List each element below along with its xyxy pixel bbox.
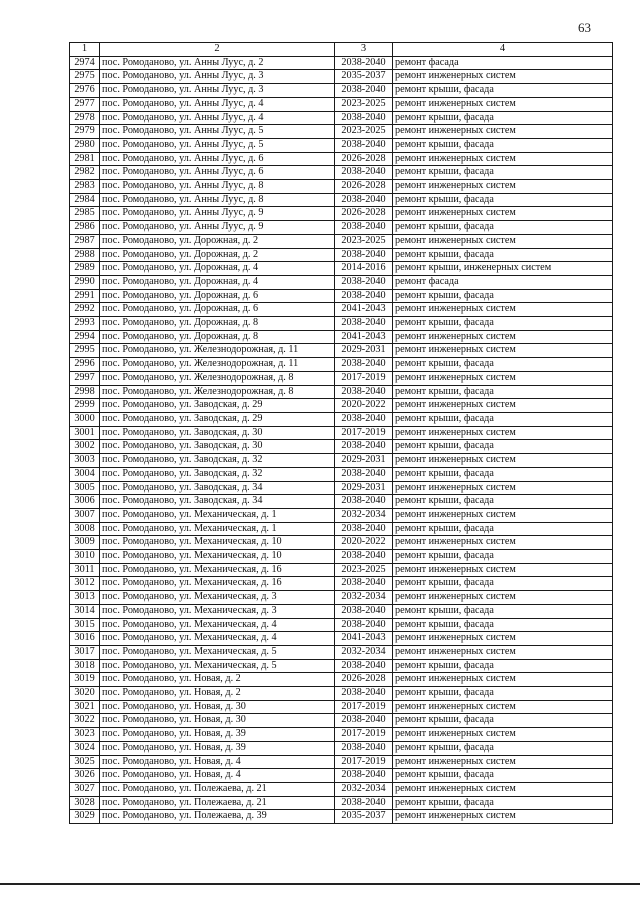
period-cell: 2020-2022 [335, 399, 393, 413]
row-number-cell: 2996 [70, 358, 100, 372]
row-number-cell: 2977 [70, 97, 100, 111]
address-cell: пос. Ромоданово, ул. Дорожная, д. 4 [100, 275, 335, 289]
row-number-cell: 2992 [70, 303, 100, 317]
row-number-cell: 2988 [70, 248, 100, 262]
period-cell: 2023-2025 [335, 125, 393, 139]
repair-schedule-table [69, 42, 613, 824]
table-row [70, 632, 613, 646]
period-cell: 2038-2040 [335, 550, 393, 564]
column-header-number: 1 [70, 43, 100, 57]
row-number-cell: 3002 [70, 440, 100, 454]
work-type-cell: ремонт инженерных систем [393, 207, 613, 221]
table-row [70, 303, 613, 317]
work-type-cell: ремонт инженерных систем [393, 180, 613, 194]
work-type-cell: ремонт фасада [393, 275, 613, 289]
row-number-cell: 2998 [70, 385, 100, 399]
table-row [70, 645, 613, 659]
row-number-cell: 2984 [70, 193, 100, 207]
work-type-cell: ремонт крыши, фасада [393, 111, 613, 125]
period-cell: 2041-2043 [335, 330, 393, 344]
address-cell: пос. Ромоданово, ул. Механическая, д. 10 [100, 536, 335, 550]
work-type-cell: ремонт крыши, фасада [393, 440, 613, 454]
period-cell: 2038-2040 [335, 248, 393, 262]
work-type-cell: ремонт крыши, фасада [393, 166, 613, 180]
row-number-cell: 3012 [70, 577, 100, 591]
row-number-cell: 2985 [70, 207, 100, 221]
period-cell: 2023-2025 [335, 234, 393, 248]
period-cell: 2038-2040 [335, 741, 393, 755]
period-cell: 2038-2040 [335, 604, 393, 618]
work-type-cell: ремонт инженерных систем [393, 426, 613, 440]
work-type-cell: ремонт крыши, фасада [393, 659, 613, 673]
table-row [70, 330, 613, 344]
table-row [70, 591, 613, 605]
table-row [70, 385, 613, 399]
address-cell: пос. Ромоданово, ул. Новая, д. 39 [100, 741, 335, 755]
row-number-cell: 3005 [70, 481, 100, 495]
row-number-cell: 3014 [70, 604, 100, 618]
address-cell: пос. Ромоданово, ул. Дорожная, д. 2 [100, 234, 335, 248]
row-number-cell: 3018 [70, 659, 100, 673]
address-cell: пос. Ромоданово, ул. Новая, д. 2 [100, 687, 335, 701]
row-number-cell: 3021 [70, 700, 100, 714]
row-number-cell: 2982 [70, 166, 100, 180]
table-row [70, 495, 613, 509]
period-cell: 2038-2040 [335, 385, 393, 399]
table-row [70, 454, 613, 468]
row-number-cell: 2995 [70, 344, 100, 358]
table-row [70, 536, 613, 550]
table-row [70, 782, 613, 796]
work-type-cell: ремонт инженерных систем [393, 591, 613, 605]
row-number-cell: 2994 [70, 330, 100, 344]
work-type-cell: ремонт инженерных систем [393, 125, 613, 139]
table-row [70, 111, 613, 125]
period-cell: 2038-2040 [335, 166, 393, 180]
work-type-cell: ремонт инженерных систем [393, 810, 613, 824]
period-cell: 2026-2028 [335, 180, 393, 194]
period-cell: 2029-2031 [335, 454, 393, 468]
period-cell: 2032-2034 [335, 508, 393, 522]
work-type-cell: ремонт крыши, фасада [393, 358, 613, 372]
work-type-cell: ремонт инженерных систем [393, 97, 613, 111]
period-cell: 2038-2040 [335, 714, 393, 728]
address-cell: пос. Ромоданово, ул. Железнодорожная, д. 11 [100, 358, 335, 372]
work-type-cell: ремонт инженерных систем [393, 303, 613, 317]
work-type-cell: ремонт крыши, фасада [393, 741, 613, 755]
row-number-cell: 2990 [70, 275, 100, 289]
address-cell: пос. Ромоданово, ул. Механическая, д. 16 [100, 563, 335, 577]
address-cell: пос. Ромоданово, ул. Анны Луус, д. 3 [100, 70, 335, 84]
address-cell: пос. Ромоданово, ул. Заводская, д. 34 [100, 495, 335, 509]
table-row [70, 563, 613, 577]
work-type-cell: ремонт крыши, фасада [393, 604, 613, 618]
address-cell: пос. Ромоданово, ул. Полежаева, д. 21 [100, 782, 335, 796]
row-number-cell: 2999 [70, 399, 100, 413]
work-type-cell: ремонт крыши, фасада [393, 289, 613, 303]
work-type-cell: ремонт крыши, фасада [393, 769, 613, 783]
row-number-cell: 2976 [70, 84, 100, 98]
table-row [70, 741, 613, 755]
address-cell: пос. Ромоданово, ул. Новая, д. 4 [100, 755, 335, 769]
work-type-cell: ремонт инженерных систем [393, 782, 613, 796]
row-number-cell: 3028 [70, 796, 100, 810]
table-row [70, 440, 613, 454]
period-cell: 2026-2028 [335, 207, 393, 221]
address-cell: пос. Ромоданово, ул. Заводская, д. 29 [100, 412, 335, 426]
address-cell: пос. Ромоданово, ул. Механическая, д. 16 [100, 577, 335, 591]
address-cell: пос. Ромоданово, ул. Дорожная, д. 6 [100, 289, 335, 303]
period-cell: 2017-2019 [335, 755, 393, 769]
period-cell: 2038-2040 [335, 440, 393, 454]
work-type-cell: ремонт крыши, фасада [393, 495, 613, 509]
address-cell: пос. Ромоданово, ул. Полежаева, д. 39 [100, 810, 335, 824]
period-cell: 2038-2040 [335, 221, 393, 235]
table-row [70, 344, 613, 358]
period-cell: 2017-2019 [335, 700, 393, 714]
address-cell: пос. Ромоданово, ул. Механическая, д. 3 [100, 604, 335, 618]
row-number-cell: 3016 [70, 632, 100, 646]
table-row [70, 289, 613, 303]
table-row [70, 70, 613, 84]
row-number-cell: 3004 [70, 467, 100, 481]
work-type-cell: ремонт инженерных систем [393, 371, 613, 385]
row-number-cell: 3027 [70, 782, 100, 796]
period-cell: 2032-2034 [335, 645, 393, 659]
table-row [70, 700, 613, 714]
work-type-cell: ремонт фасада [393, 56, 613, 70]
address-cell: пос. Ромоданово, ул. Дорожная, д. 2 [100, 248, 335, 262]
work-type-cell: ремонт крыши, инженерных систем [393, 262, 613, 276]
table-row [70, 97, 613, 111]
address-cell: пос. Ромоданово, ул. Заводская, д. 34 [100, 481, 335, 495]
row-number-cell: 2989 [70, 262, 100, 276]
table-row [70, 550, 613, 564]
table-row [70, 673, 613, 687]
period-cell: 2038-2040 [335, 111, 393, 125]
row-number-cell: 2993 [70, 317, 100, 331]
table-row [70, 755, 613, 769]
table-row [70, 714, 613, 728]
period-cell: 2038-2040 [335, 317, 393, 331]
period-cell: 2038-2040 [335, 193, 393, 207]
table-row [70, 56, 613, 70]
address-cell: пос. Ромоданово, ул. Механическая, д. 3 [100, 591, 335, 605]
row-number-cell: 3017 [70, 645, 100, 659]
work-type-cell: ремонт инженерных систем [393, 755, 613, 769]
table-row [70, 687, 613, 701]
period-cell: 2038-2040 [335, 577, 393, 591]
table-row [70, 796, 613, 810]
period-cell: 2017-2019 [335, 426, 393, 440]
table-row [70, 180, 613, 194]
period-cell: 2038-2040 [335, 84, 393, 98]
table-header-row [70, 43, 613, 57]
work-type-cell: ремонт инженерных систем [393, 454, 613, 468]
table-row [70, 138, 613, 152]
table-row [70, 234, 613, 248]
address-cell: пос. Ромоданово, ул. Анны Луус, д. 4 [100, 97, 335, 111]
work-type-cell: ремонт инженерных систем [393, 673, 613, 687]
row-number-cell: 2978 [70, 111, 100, 125]
work-type-cell: ремонт инженерных систем [393, 536, 613, 550]
work-type-cell: ремонт инженерных систем [393, 563, 613, 577]
work-type-cell: ремонт инженерных систем [393, 234, 613, 248]
row-number-cell: 2974 [70, 56, 100, 70]
row-number-cell: 3019 [70, 673, 100, 687]
period-cell: 2035-2037 [335, 70, 393, 84]
table-row [70, 275, 613, 289]
table-row [70, 193, 613, 207]
row-number-cell: 2987 [70, 234, 100, 248]
work-type-cell: ремонт крыши, фасада [393, 412, 613, 426]
table-row [70, 659, 613, 673]
table-row [70, 728, 613, 742]
period-cell: 2038-2040 [335, 358, 393, 372]
work-type-cell: ремонт крыши, фасада [393, 714, 613, 728]
table-row [70, 221, 613, 235]
address-cell: пос. Ромоданово, ул. Анны Луус, д. 9 [100, 207, 335, 221]
period-cell: 2038-2040 [335, 495, 393, 509]
period-cell: 2038-2040 [335, 467, 393, 481]
work-type-cell: ремонт крыши, фасада [393, 221, 613, 235]
row-number-cell: 2981 [70, 152, 100, 166]
address-cell: пос. Ромоданово, ул. Анны Луус, д. 6 [100, 166, 335, 180]
period-cell: 2038-2040 [335, 618, 393, 632]
period-cell: 2026-2028 [335, 152, 393, 166]
row-number-cell: 3015 [70, 618, 100, 632]
row-number-cell: 2979 [70, 125, 100, 139]
row-number-cell: 3006 [70, 495, 100, 509]
work-type-cell: ремонт инженерных систем [393, 70, 613, 84]
row-number-cell: 3011 [70, 563, 100, 577]
work-type-cell: ремонт инженерных систем [393, 481, 613, 495]
table-row [70, 207, 613, 221]
row-number-cell: 3023 [70, 728, 100, 742]
address-cell: пос. Ромоданово, ул. Заводская, д. 32 [100, 454, 335, 468]
work-type-cell: ремонт инженерных систем [393, 632, 613, 646]
address-cell: пос. Ромоданово, ул. Дорожная, д. 8 [100, 330, 335, 344]
address-cell: пос. Ромоданово, ул. Новая, д. 39 [100, 728, 335, 742]
work-type-cell: ремонт инженерных систем [393, 728, 613, 742]
row-number-cell: 3001 [70, 426, 100, 440]
address-cell: пос. Ромоданово, ул. Анны Луус, д. 2 [100, 56, 335, 70]
address-cell: пос. Ромоданово, ул. Дорожная, д. 8 [100, 317, 335, 331]
row-number-cell: 2991 [70, 289, 100, 303]
period-cell: 2038-2040 [335, 56, 393, 70]
work-type-cell: ремонт крыши, фасада [393, 84, 613, 98]
period-cell: 2038-2040 [335, 275, 393, 289]
column-header-work-type: 4 [393, 43, 613, 57]
address-cell: пос. Ромоданово, ул. Дорожная, д. 6 [100, 303, 335, 317]
work-type-cell: ремонт крыши, фасада [393, 193, 613, 207]
table-row [70, 810, 613, 824]
column-header-period: 3 [335, 43, 393, 57]
address-cell: пос. Ромоданово, ул. Механическая, д. 10 [100, 550, 335, 564]
table-row [70, 481, 613, 495]
period-cell: 2038-2040 [335, 659, 393, 673]
table-row [70, 166, 613, 180]
row-number-cell: 2983 [70, 180, 100, 194]
row-number-cell: 3009 [70, 536, 100, 550]
address-cell: пос. Ромоданово, ул. Механическая, д. 4 [100, 618, 335, 632]
address-cell: пос. Ромоданово, ул. Железнодорожная, д. 8 [100, 385, 335, 399]
period-cell: 2035-2037 [335, 810, 393, 824]
period-cell: 2023-2025 [335, 563, 393, 577]
address-cell: пос. Ромоданово, ул. Анны Луус, д. 3 [100, 84, 335, 98]
work-type-cell: ремонт инженерных систем [393, 399, 613, 413]
period-cell: 2014-2016 [335, 262, 393, 276]
work-type-cell: ремонт крыши, фасада [393, 467, 613, 481]
work-type-cell: ремонт инженерных систем [393, 508, 613, 522]
work-type-cell: ремонт крыши, фасада [393, 385, 613, 399]
work-type-cell: ремонт крыши, фасада [393, 317, 613, 331]
row-number-cell: 2975 [70, 70, 100, 84]
period-cell: 2038-2040 [335, 138, 393, 152]
address-cell: пос. Ромоданово, ул. Анны Луус, д. 5 [100, 138, 335, 152]
period-cell: 2038-2040 [335, 769, 393, 783]
row-number-cell: 3007 [70, 508, 100, 522]
address-cell: пос. Ромоданово, ул. Заводская, д. 30 [100, 426, 335, 440]
address-cell: пос. Ромоданово, ул. Анны Луус, д. 8 [100, 193, 335, 207]
table-row [70, 467, 613, 481]
address-cell: пос. Ромоданово, ул. Заводская, д. 32 [100, 467, 335, 481]
row-number-cell: 3029 [70, 810, 100, 824]
table-row [70, 358, 613, 372]
period-cell: 2017-2019 [335, 728, 393, 742]
address-cell: пос. Ромоданово, ул. Анны Луус, д. 4 [100, 111, 335, 125]
table-row [70, 248, 613, 262]
period-cell: 2023-2025 [335, 97, 393, 111]
table-body [70, 56, 613, 823]
work-type-cell: ремонт крыши, фасада [393, 577, 613, 591]
table-row [70, 125, 613, 139]
work-type-cell: ремонт инженерных систем [393, 152, 613, 166]
work-type-cell: ремонт инженерных систем [393, 344, 613, 358]
period-cell: 2020-2022 [335, 536, 393, 550]
address-cell: пос. Ромоданово, ул. Анны Луус, д. 8 [100, 180, 335, 194]
work-type-cell: ремонт инженерных систем [393, 645, 613, 659]
row-number-cell: 3024 [70, 741, 100, 755]
table-row [70, 412, 613, 426]
work-type-cell: ремонт крыши, фасада [393, 618, 613, 632]
row-number-cell: 2986 [70, 221, 100, 235]
address-cell: пос. Ромоданово, ул. Анны Луус, д. 5 [100, 125, 335, 139]
row-number-cell: 2980 [70, 138, 100, 152]
address-cell: пос. Ромоданово, ул. Полежаева, д. 21 [100, 796, 335, 810]
table-row [70, 371, 613, 385]
address-cell: пос. Ромоданово, ул. Дорожная, д. 4 [100, 262, 335, 276]
row-number-cell: 3010 [70, 550, 100, 564]
address-cell: пос. Ромоданово, ул. Анны Луус, д. 6 [100, 152, 335, 166]
period-cell: 2032-2034 [335, 591, 393, 605]
period-cell: 2032-2034 [335, 782, 393, 796]
period-cell: 2038-2040 [335, 412, 393, 426]
table-row [70, 604, 613, 618]
work-type-cell: ремонт крыши, фасада [393, 687, 613, 701]
row-number-cell: 3008 [70, 522, 100, 536]
row-number-cell: 3013 [70, 591, 100, 605]
address-cell: пос. Ромоданово, ул. Железнодорожная, д. 11 [100, 344, 335, 358]
period-cell: 2029-2031 [335, 344, 393, 358]
table-row [70, 618, 613, 632]
row-number-cell: 3022 [70, 714, 100, 728]
work-type-cell: ремонт крыши, фасада [393, 248, 613, 262]
period-cell: 2038-2040 [335, 522, 393, 536]
row-number-cell: 3026 [70, 769, 100, 783]
table-row [70, 84, 613, 98]
page-number: 63 [578, 20, 591, 35]
work-type-cell: ремонт инженерных систем [393, 330, 613, 344]
table-row [70, 508, 613, 522]
row-number-cell: 2997 [70, 371, 100, 385]
period-cell: 2038-2040 [335, 796, 393, 810]
address-cell: пос. Ромоданово, ул. Новая, д. 30 [100, 700, 335, 714]
work-type-cell: ремонт инженерных систем [393, 700, 613, 714]
table-row [70, 577, 613, 591]
address-cell: пос. Ромоданово, ул. Новая, д. 30 [100, 714, 335, 728]
address-cell: пос. Ромоданово, ул. Механическая, д. 5 [100, 659, 335, 673]
work-type-cell: ремонт крыши, фасада [393, 522, 613, 536]
period-cell: 2041-2043 [335, 303, 393, 317]
row-number-cell: 3025 [70, 755, 100, 769]
address-cell: пос. Ромоданово, ул. Механическая, д. 1 [100, 522, 335, 536]
table-row [70, 769, 613, 783]
address-cell: пос. Ромоданово, ул. Заводская, д. 29 [100, 399, 335, 413]
table-row [70, 262, 613, 276]
address-cell: пос. Ромоданово, ул. Новая, д. 2 [100, 673, 335, 687]
table-row [70, 152, 613, 166]
row-number-cell: 3003 [70, 454, 100, 468]
page-bottom-divider [0, 883, 640, 885]
period-cell: 2029-2031 [335, 481, 393, 495]
table-row [70, 399, 613, 413]
address-cell: пос. Ромоданово, ул. Железнодорожная, д. 8 [100, 371, 335, 385]
period-cell: 2026-2028 [335, 673, 393, 687]
address-cell: пос. Ромоданово, ул. Анны Луус, д. 9 [100, 221, 335, 235]
work-type-cell: ремонт крыши, фасада [393, 550, 613, 564]
period-cell: 2041-2043 [335, 632, 393, 646]
address-cell: пос. Ромоданово, ул. Механическая, д. 4 [100, 632, 335, 646]
period-cell: 2038-2040 [335, 289, 393, 303]
period-cell: 2038-2040 [335, 687, 393, 701]
address-cell: пос. Ромоданово, ул. Механическая, д. 5 [100, 645, 335, 659]
address-cell: пос. Ромоданово, ул. Заводская, д. 30 [100, 440, 335, 454]
table-row [70, 426, 613, 440]
row-number-cell: 3000 [70, 412, 100, 426]
work-type-cell: ремонт крыши, фасада [393, 796, 613, 810]
address-cell: пос. Ромоданово, ул. Механическая, д. 1 [100, 508, 335, 522]
table-row [70, 317, 613, 331]
table-row [70, 522, 613, 536]
work-type-cell: ремонт крыши, фасада [393, 138, 613, 152]
row-number-cell: 3020 [70, 687, 100, 701]
address-cell: пос. Ромоданово, ул. Новая, д. 4 [100, 769, 335, 783]
period-cell: 2017-2019 [335, 371, 393, 385]
column-header-address: 2 [100, 43, 335, 57]
